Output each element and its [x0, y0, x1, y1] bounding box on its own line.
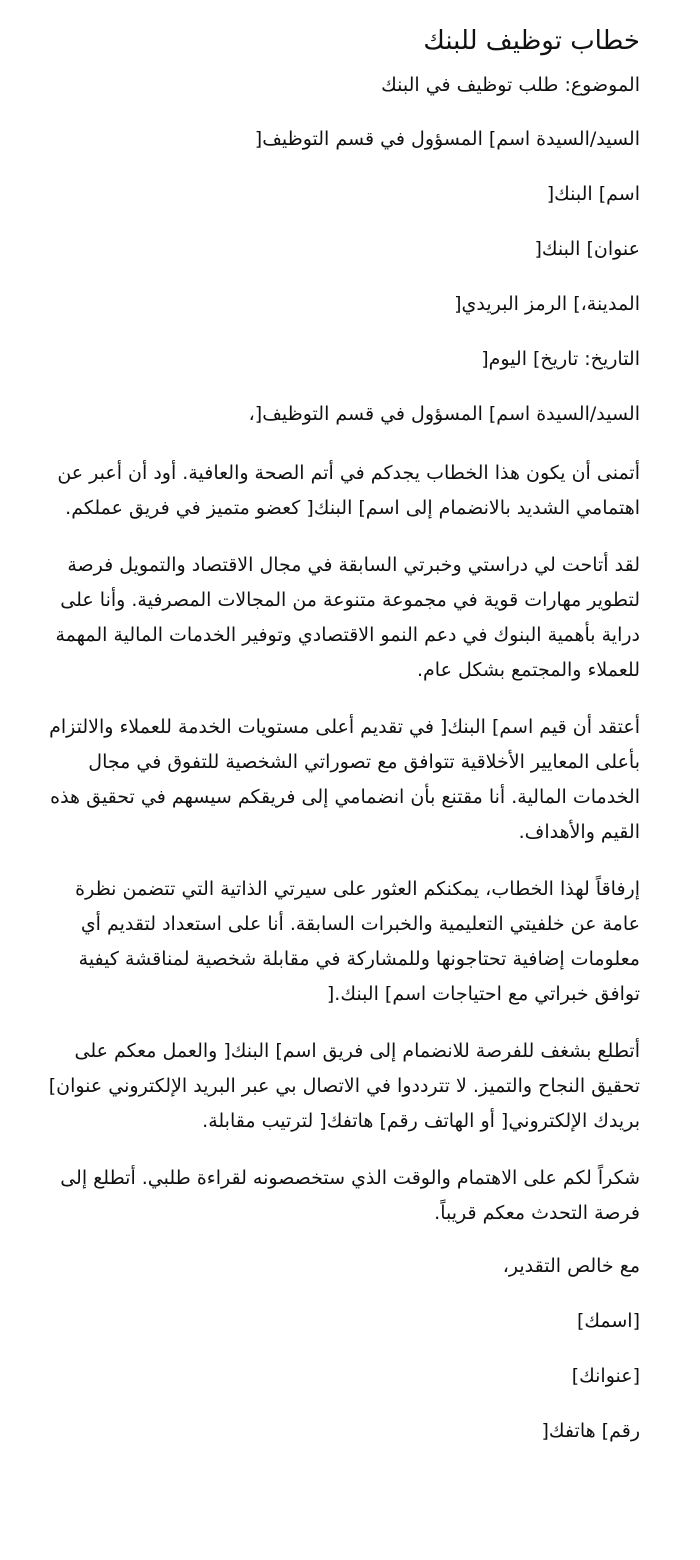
- sender-phone: رقم] هاتفك[: [541, 1420, 640, 1442]
- body-paragraph-1: أتمنى أن يكون هذا الخطاب يجدكم في أتم الصحة والعافية. أود أن أعبر عن اهتمامي الشديد بالانضمام إلى اسم] البنك[ كعضو متميز في فريق عملكم.: [57, 462, 640, 519]
- letter-subject: الموضوع: طلب توظيف في البنك: [381, 74, 640, 96]
- sender-name: [اسمك]: [576, 1310, 640, 1332]
- bank-name: اسم] البنك[: [546, 183, 640, 205]
- body-paragraph-6: شكراً لكم على الاهتمام والوقت الذي ستخصصونه لقراءة طلبي. أتطلع إلى فرصة التحدث معكم قريباً.: [60, 1167, 640, 1224]
- closing: مع خالص التقدير،: [502, 1255, 640, 1277]
- recipient-header: السيد/السيدة اسم] المسؤول في قسم التوظيف[: [254, 128, 640, 150]
- sender-address: [عنوانك]: [571, 1365, 640, 1387]
- salutation: السيد/السيدة اسم] المسؤول في قسم التوظيف[،: [248, 403, 640, 425]
- body-paragraph-3: أعتقد أن قيم اسم] البنك[ في تقديم أعلى مستويات الخدمة للعملاء والالتزام بأعلى المعايير الأخلاقية تتوافق مع تصوراتي الشخصية للتفوق في مجال الخدمات المالية. أنا مقتنع بأن انضمامي إلى فريقكم سيسهم في تحقيق هذه القيم والأهداف.: [49, 716, 640, 843]
- bank-address: عنوان] البنك[: [534, 238, 640, 260]
- body-paragraph-5: أتطلع بشغف للفرصة للانضمام إلى فريق اسم] البنك[ والعمل معكم على تحقيق النجاح والتميز. لا تترددوا في الاتصال بي عبر البريد الإلكتروني عنوان] بريدك الإلكتروني[ أو الهاتف رقم] هاتفك[ لترتيب مقابلة.: [48, 1040, 640, 1132]
- letter-date: التاريخ: تاريخ] اليوم[: [481, 348, 640, 370]
- body-paragraph-4: إرفاقاً لهذا الخطاب، يمكنكم العثور على سيرتي الذاتية التي تتضمن نظرة عامة عن خلفيتي التعليمية والخبرات السابقة. أنا على استعداد لتقديم أي معلومات إضافية تحتاجونها وللمشاركة في مقابلة شخصية لمناقشة كيفية توافق خبراتي مع احتياجات اسم] البنك.[: [75, 878, 640, 1005]
- closing-block: [40, 1253, 640, 1444]
- city-zip: المدينة،] الرمز البريدي[: [454, 293, 640, 315]
- body-paragraph-2: لقد أتاحت لي دراستي وخبرتي السابقة في مجال الاقتصاد والتمويل فرصة لتطوير مهارات قوية في مجموعة متنوعة من المجالات المصرفية. وأنا على دراية بأهمية البنوك في دعم النمو الاقتصادي وتوفير الخدمات المالية المهمة للعملاء والمجتمع بشكل عام.: [55, 554, 640, 681]
- letter-title: خطاب توظيف للبنك: [423, 26, 640, 56]
